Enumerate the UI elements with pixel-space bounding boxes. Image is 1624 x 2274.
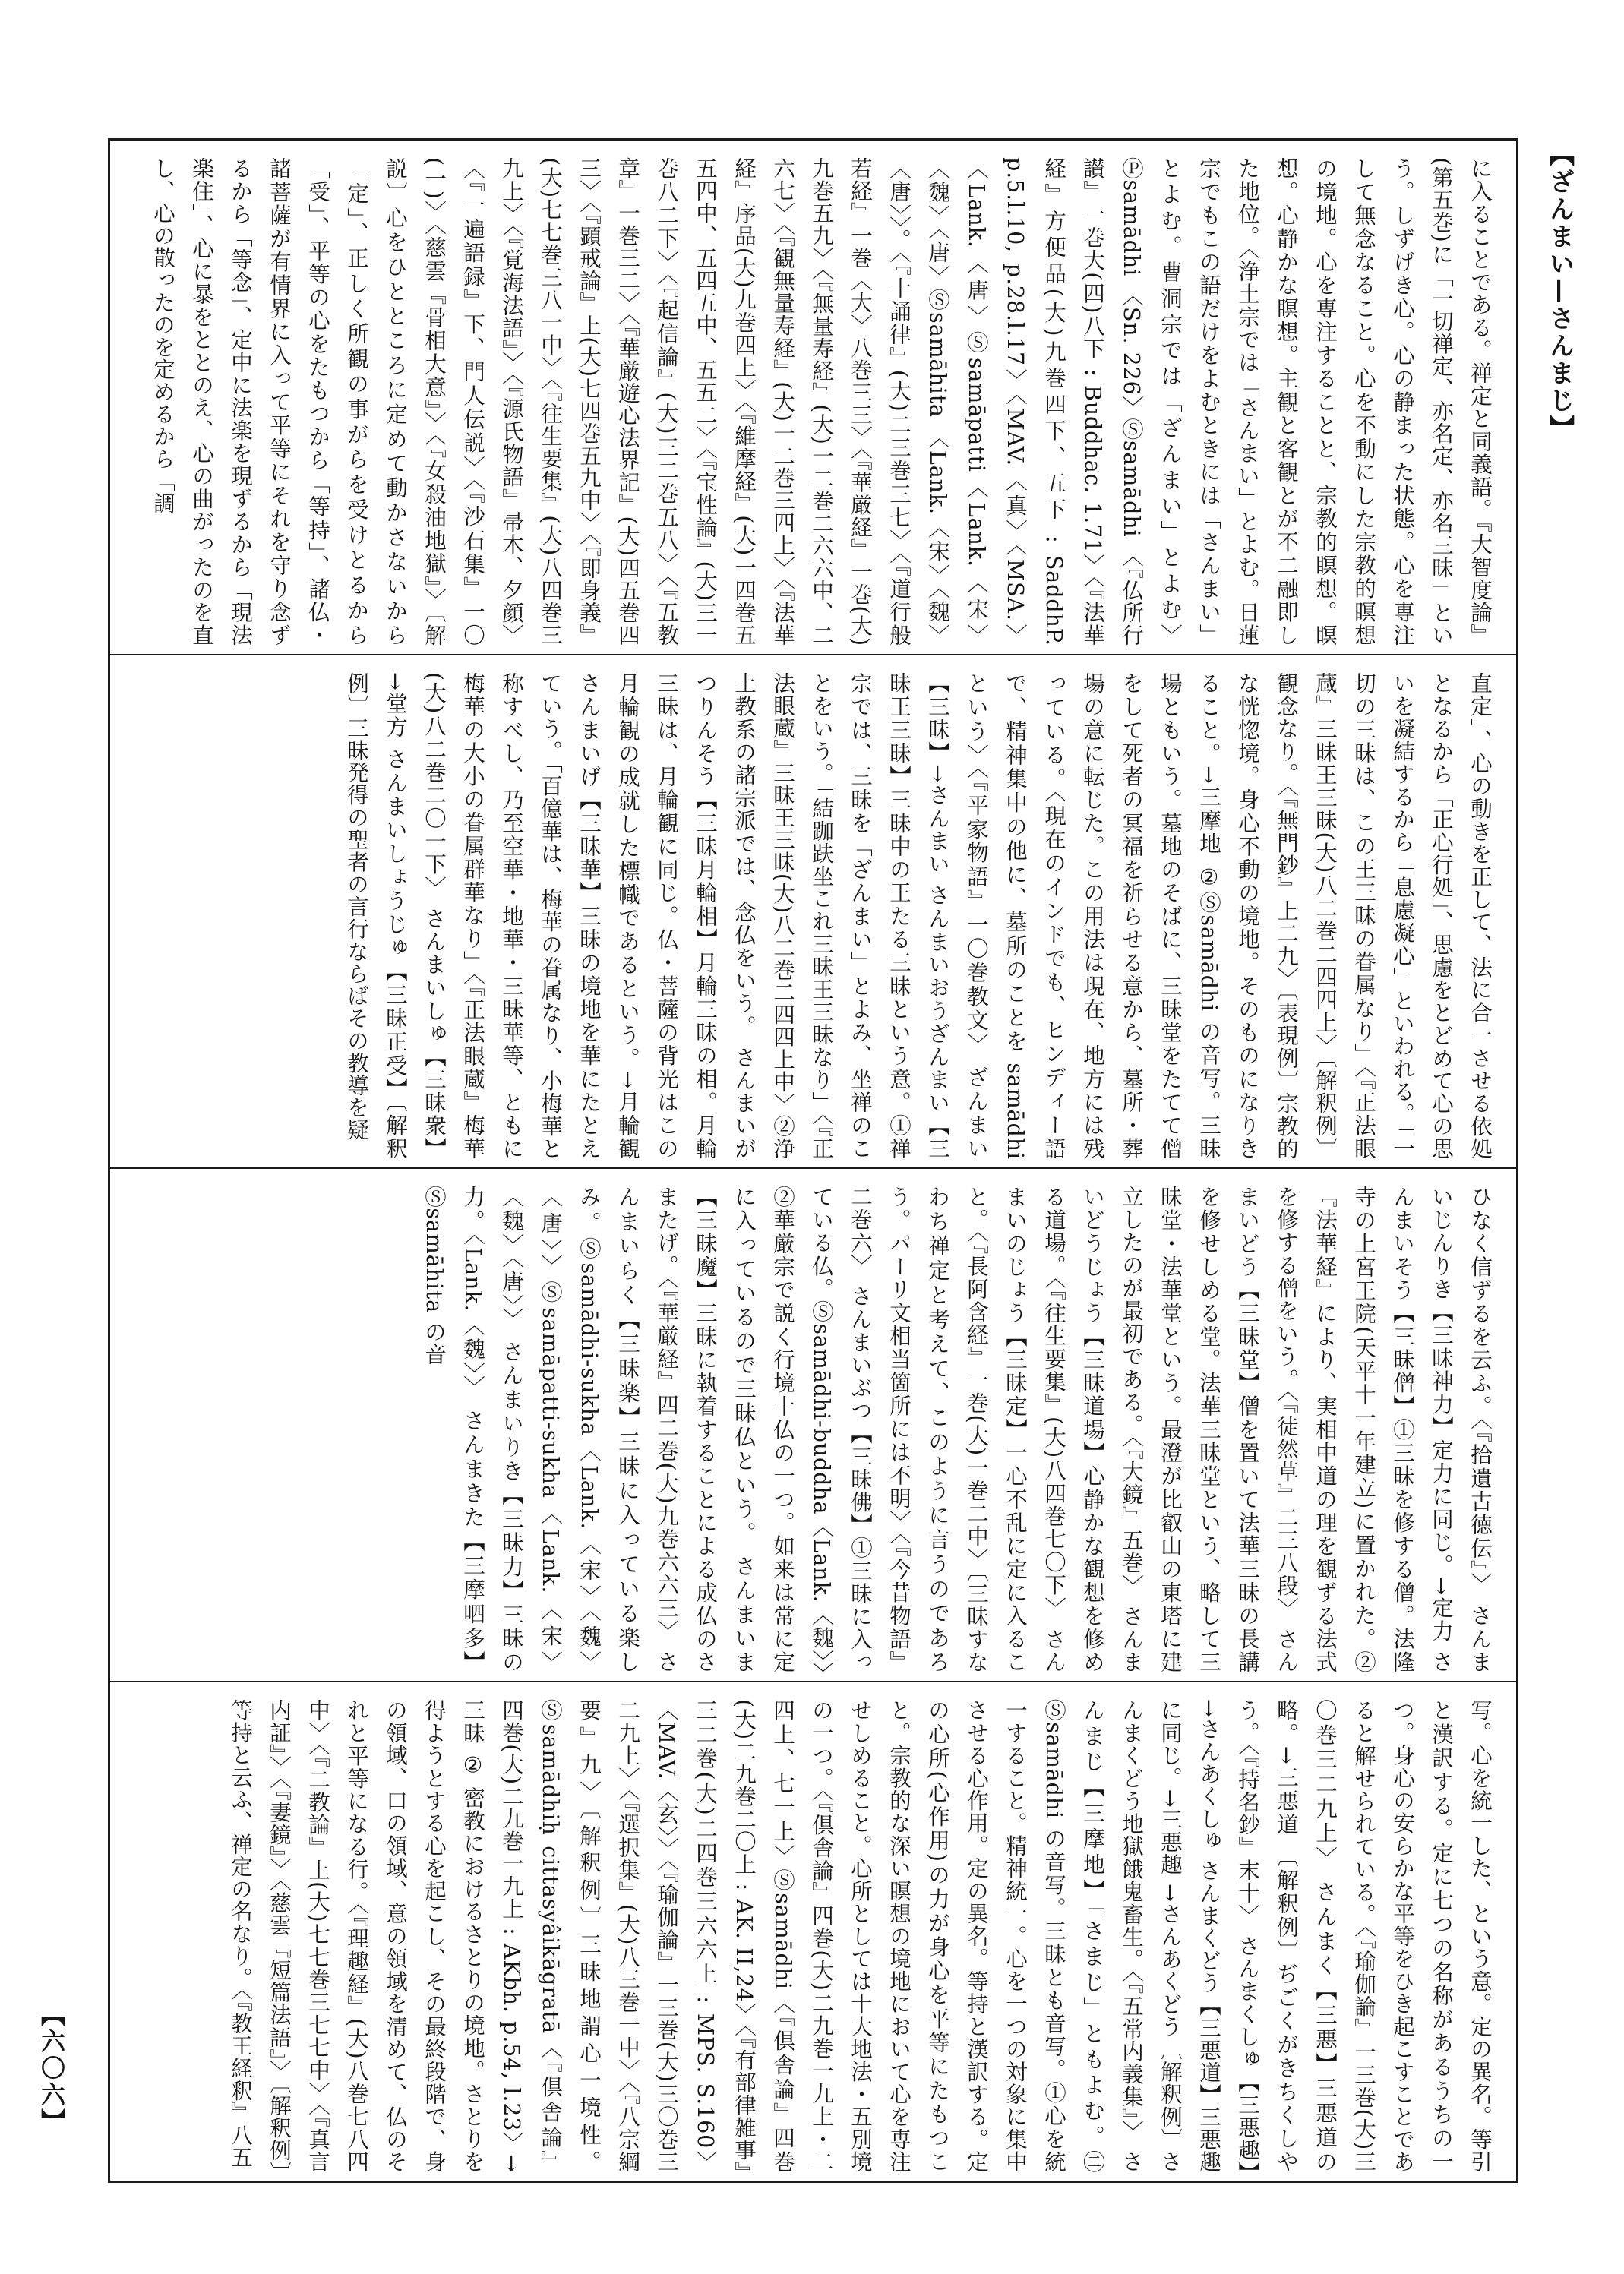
running-head: 【ざんまい—さんまじ】	[1546, 141, 1575, 442]
text-tier-3	[110, 1167, 1516, 1681]
tier-1-text: に入ることである。禅定と同義語。『大智度論』(第五巻)に「一切禅定、亦名定、亦名三昧」という。しずげき心。心の静まった状態。心を専注して無念なること。心を不動にした宗教的瞑想の境地。心を専注することと、宗教的瞑想。瞑想。心静かな瞑想。主観と客観とが不二融即した地位。〈浄土宗では「さんまい」とよむ。日蓮宗でもこの語だけをよむときには「さんまい」とよむ。曹洞宗では「ざんまい」とよむ〉 Ⓟsamādhi 〈Sn. 226〉Ⓢsamādhi 〈『仏所行讃』一巻大(四)八下 : Buddhac. 1.71〉〈『法華経』方便品(大)九巻四下、五下 : SaddhP. p.5.l.10, p.28.l.17〉〈MAV.〈真〉〈MSA.〉〈Lank.〈唐〉Ⓢsamāpatti〈Lank.〈宋〉〈魏〉〈唐〉Ⓢsamāhita 〈Lank.〈宋〉〈魏〉〈唐〉〉。〈『十誦律』(大)二三巻三七〉〈『道行般若経』一巻〈大〉八巻三三〉〈『華厳経』一巻(大)九巻五九〉〈『無量寿経』(大)一二巻二六六中、二六七〉〈『観無量寿経』(大)一二巻三四上〉〈『法華経』序品(大)九巻四上〉〈『維摩経』(大)一四巻五五四中、五四五中、五五二〉〈『宝性論』(大)三一巻八二下〉〈『起信論』(大)三二巻五八〉〈『五教章』一巻三二〉〈『華厳遊心法界記』(大)四五巻四三〉〈『顕戒論』上(大)七四巻五九中〉〈『即身義』(大)七七巻三八一中〉〈『往生要集』(大)八四巻三九上〉〈『覚海法語』〉〈『源氏物語』帚木、夕顔〉〈『一遍語録』下、門人伝説〉〈『沙石集』一〇(一)〉〈慈雲『骨相大意』〉〈『女殺油地獄』〉〔解説〕心をひとところに定めて動かさないから「定」、正しく所観の事がらを受けとるから「受」、平等の心をたもつから「等持」、諸仏・諸菩薩が有情界に入って平等にそれを守り念ずるから「等念」、定中に法楽を現ずるから「現法楽住」、心に暴をととのえ、心の曲がったのを直し、心の散ったのを定めるから「調	[150, 157, 1493, 646]
dictionary-page	[108, 138, 1518, 2183]
tier-4-text: 写。心を統一した、という意。定の異名。等引と漢訳する。定に七つの名称があるうちの一つ。身心の安らかな平等をひき起こすことであると解せられている。〈『瑜伽論』一三巻(大)三〇巻三二九上〉 さんまく【三悪】三悪道の略。→三悪道 〔解釈例〕ぢごくがきちくしやう。〈『持名鈔』末十〉 さんまくしゅ【三悪趣】→さんあくしゅ さんまくどう【三悪道】三悪趣に同じ。→三悪趣 →さんあくどう〔解釈例〕さんまくどう地獄餓鬼畜生。〈『五常内義集』〉 さんまじ【三摩地】「さまじ」ともよむ。㊁Ⓢsamādhi の音写。三昧とも音写。①心を統一すること。精神統一。心を一つの対象に集中させる心作用。定の異名。等持と漢訳する。定の心所(心作用)の力が身心を平等にたもつこと。宗教的な深い瞑想の境地において心を専注せしめること。心所としては十大地法・五別境の一つ。〈『倶舎論』四巻(大)二九巻一九上・二四上、七一上〉Ⓢsamādhi〈『倶舎論』四巻(大)二九巻二〇上 : AK. II,24〉〈『有部律雑事』三二巻(大)二四巻三六六上 : MPS. S.160〉〈MAV.〈玄〉〉〈『瑜伽論』一三巻(大)三〇巻三二九上〉〈『選択集』(大)八三巻一中〉〈『八宗綱要』九〉〔解釈例〕三昧地謂心一境性。Ⓢsamādhiḥ cittasyâikāgratā〈『倶舎論』四巻(大)二九巻一九上 : AKbh. p.54, l.23〉→三昧 ② 密教におけるさとりの境地。さとりを得ようとする心を起こし、その最終段階で、身の領域、口の領域、意の領域を清めて、仏のそれと平等になる行。〈『理趣経』(大)八巻七八四中〉〈『二教論』上(大)七七巻三七七中〉〈『真言内証』〉〈『妻鏡』〉〈慈雲『短篇法語』〉〔解釈例〕等持と云ふ、禅定の名なり。〈『教王経釈』八五	[228, 1699, 1493, 2173]
page-number: 【六〇六】	[37, 2002, 66, 2135]
text-tier-1	[110, 141, 1516, 654]
tier-2-text: 直定」、心の動きを正して、法に合一させる依処となるから「正心行処」、思慮をとどめて心の思いを凝結するから「息慮凝心」といわれる。「一切の三昧は、この王三昧の眷属なり」〈『正法眼蔵』三昧王三昧(大)八二巻二四四上〉〔解釈例〕観念なり。〈『無門鈔』上二九〉〔表現例〕宗教的な恍惚境。身心不動の境地。そのものになりきること。→三摩地 ②Ⓢsamādhi の音写。三昧場ともいう。墓地のそばに、三昧堂をたてて僧をして死者の冥福を祈らせる意から、墓所・葬場の意に転じた。この用法は現在、地方には残っている。〈現在のインドでも、ヒンディー語で、精神集中の他に、墓所のことを samādhi という〉〈『平家物語』一〇巻教文〉 ざんまい【三昧】→さんまい さんまいおうざんまい【三昧王三昧】三昧中の王たる三昧という意。①禅宗では、三昧を「ざんまい」とよみ、坐禅のことをいう。「結跏趺坐これ三昧王三昧なり」〈『正法眼蔵』三昧王三昧(大)八二巻二四四上中〉②浄土教系の諸宗派では、念仏をいう。 さんまいがつりんそう【三昧月輪相】月輪三昧の相。月輪三昧は、月輪観に同じ。仏・菩薩の背光はこの月輪観の成就した標幟であるという。→月輪観 さんまいげ【三昧華】三昧の境地を華にたとえていう。「百億華は、梅華の眷属なり、小梅華と称すべし、乃至空華・地華・三昧華等、ともに梅華の大小の眷属群華なり」〈『正法眼蔵』梅華(大)八二巻二〇一下〉 さんまいしゅ【三昧衆】→堂方 さんまいしょうじゅ【三昧正受】〔解釈例〕三昧発得の聖者の言行ならばその教導を疑	[344, 672, 1493, 1160]
tier-3-text: ひなく信ずるを云ふ。〈『拾遺古徳伝』〉 さんまいじんりき【三昧神力】定力に同じ。→定力 さんまいそう【三昧僧】①三昧を修する僧。法隆寺の上宮王院(天平十一年建立)に置かれた。②『法華経』により、実相中道の理を観ずる法式を修する僧をいう。〈『徒然草』二三八段〉 さんまいどう【三昧堂】僧を置いて法華三昧の長講を修せしめる堂。法華三昧堂という、略して三昧堂・法華堂という。最澄が比叡山の東塔に建立したのが最初である。〈『大鏡』五巻〉 さんまいどうじょう【三昧道場】心静かな観想を修める道場。〈『往生要集』(大)八四巻七〇下〉 さんまいのじょう【三昧定】一心不乱に定に入ること。〈『長阿含経』一巻(大)一巻二中〉〔三昧すなわち禅定と考えて、このように言うのであろう。パーリ文相当箇所には不明〉〈『今昔物語』二巻六〉 さんまいぶつ【三昧佛】①三昧に入っている仏。Ⓢsamādhi-buddha〈Lank.〈魏〉〉②華厳宗で説く行境十仏の一つ。如来は常に定に入っているので三昧仏という。 さんまいま【三昧魔】三昧に執着することによる成仏のさまたげ。〈『華厳経』四二巻(大)九巻六六三〉 さんまいらく【三昧楽】三昧に入っている楽しみ。Ⓢsamādhi-sukha〈Lank.〈宋〉〈魏〉〈唐〉〉Ⓢsamāpatti-sukha〈Lank.〈宋〉〈魏〉〈唐〉〉 さんまいりき【三昧力】三昧の力。〈Lank.〈魏〉〉 さんまきた【三摩呬多】Ⓢsamāhita の音	[422, 1186, 1493, 1673]
text-tier-4	[110, 1681, 1516, 2181]
text-tier-2	[110, 654, 1516, 1167]
